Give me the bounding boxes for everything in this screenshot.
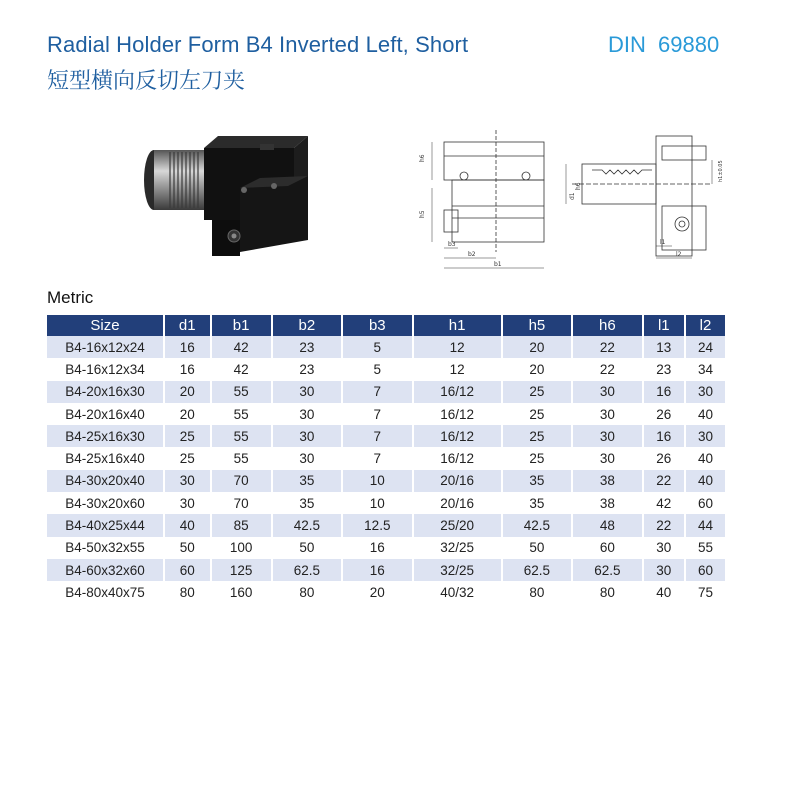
table-row [47, 447, 725, 469]
product-image [140, 128, 320, 268]
table-cell-h1: 20/16 [413, 470, 502, 492]
table-cell-h1: 32/25 [413, 537, 502, 559]
table-cell-size: B4-40x25x44 [47, 514, 164, 536]
table-cell-l1: 26 [643, 447, 685, 469]
table-cell-b3: 10 [342, 470, 412, 492]
section-label-metric: Metric [47, 288, 94, 307]
table-cell-l2: 30 [685, 381, 725, 403]
column-header-h5: h5 [502, 315, 572, 336]
table-cell-b3: 16 [342, 559, 412, 581]
table-cell-b2: 80 [272, 581, 342, 603]
table-cell-b3: 20 [342, 581, 412, 603]
table-cell-b1: 55 [211, 425, 272, 447]
table-cell-b1: 160 [211, 581, 272, 603]
table-cell-h5: 62.5 [502, 559, 572, 581]
table-cell-b3: 5 [342, 358, 412, 380]
table-cell-b3: 7 [342, 447, 412, 469]
column-header-b1: b1 [211, 315, 272, 336]
table-cell-h6: 22 [572, 336, 642, 358]
table-cell-h5: 42.5 [502, 514, 572, 536]
table-row [47, 514, 725, 536]
table-cell-b1: 125 [211, 559, 272, 581]
table-cell-h5: 25 [502, 403, 572, 425]
table-cell-h6: 30 [572, 425, 642, 447]
table-cell-b1: 100 [211, 537, 272, 559]
table-cell-b3: 12.5 [342, 514, 412, 536]
table-cell-b1: 70 [211, 492, 272, 514]
table-row [47, 559, 725, 581]
table-cell-h1: 16/12 [413, 425, 502, 447]
column-header-l2: l2 [685, 315, 725, 336]
table-cell-h6: 38 [572, 470, 642, 492]
table-cell-b2: 30 [272, 447, 342, 469]
table-header-row [47, 315, 725, 336]
table-cell-l2: 40 [685, 403, 725, 425]
table-cell-h6: 30 [572, 381, 642, 403]
dim-label-b1: b1 [494, 261, 502, 268]
table-cell-b2: 35 [272, 470, 342, 492]
dim-label-b3: b3 [448, 241, 456, 248]
table-cell-l2: 44 [685, 514, 725, 536]
table-cell-l2: 34 [685, 358, 725, 380]
table-cell-h6: 38 [572, 492, 642, 514]
column-header-b2: b2 [272, 315, 342, 336]
table-cell-d1: 20 [164, 381, 211, 403]
table-cell-b3: 7 [342, 381, 412, 403]
table-cell-b3: 5 [342, 336, 412, 358]
column-header-h1: h1 [413, 315, 502, 336]
dim-label-h5: h5 [419, 210, 426, 218]
table-cell-d1: 30 [164, 470, 211, 492]
table-cell-b2: 42.5 [272, 514, 342, 536]
table-cell-l2: 24 [685, 336, 725, 358]
table-cell-h1: 20/16 [413, 492, 502, 514]
table-cell-b2: 23 [272, 358, 342, 380]
table-cell-l2: 40 [685, 470, 725, 492]
table-cell-d1: 50 [164, 537, 211, 559]
table-cell-d1: 16 [164, 336, 211, 358]
table-cell-h6: 30 [572, 447, 642, 469]
table-cell-h6: 80 [572, 581, 642, 603]
table-row [47, 581, 725, 603]
table-cell-l1: 30 [643, 559, 685, 581]
table-row [47, 358, 725, 380]
table-cell-h6: 48 [572, 514, 642, 536]
table-cell-h5: 25 [502, 381, 572, 403]
column-header-size: Size [47, 315, 164, 336]
table-cell-l2: 75 [685, 581, 725, 603]
table-cell-l1: 16 [643, 381, 685, 403]
column-header-l1: l1 [643, 315, 685, 336]
table-cell-size: B4-30x20x40 [47, 470, 164, 492]
table-cell-l1: 40 [643, 581, 685, 603]
table-cell-size: B4-30x20x60 [47, 492, 164, 514]
din-standard-label: DIN 69880 [608, 32, 720, 57]
dim-label-l1: l1 [660, 239, 666, 246]
table-cell-b2: 62.5 [272, 559, 342, 581]
dimensions-table [47, 315, 725, 604]
table-cell-b2: 30 [272, 381, 342, 403]
table-cell-h1: 16/12 [413, 381, 502, 403]
table-row [47, 470, 725, 492]
dim-label-h1: h1±0.05 [718, 160, 724, 182]
table-cell-l1: 22 [643, 514, 685, 536]
table-cell-d1: 80 [164, 581, 211, 603]
table-cell-size: B4-20x16x30 [47, 381, 164, 403]
table-cell-l1: 26 [643, 403, 685, 425]
technical-drawing-front [418, 126, 558, 276]
table-cell-h5: 80 [502, 581, 572, 603]
table-cell-size: B4-25x16x30 [47, 425, 164, 447]
table-cell-d1: 25 [164, 425, 211, 447]
table-cell-h5: 50 [502, 537, 572, 559]
table-cell-b1: 55 [211, 403, 272, 425]
table-cell-b3: 16 [342, 537, 412, 559]
table-cell-l2: 55 [685, 537, 725, 559]
table-cell-h1: 40/32 [413, 581, 502, 603]
column-header-h6: h6 [572, 315, 642, 336]
table-cell-h5: 20 [502, 336, 572, 358]
table-cell-b2: 30 [272, 425, 342, 447]
table-cell-size: B4-25x16x40 [47, 447, 164, 469]
technical-drawing-side [562, 126, 727, 276]
table-cell-h5: 35 [502, 470, 572, 492]
table-cell-h1: 25/20 [413, 514, 502, 536]
column-header-d1: d1 [164, 315, 211, 336]
dim-label-l2: l2 [676, 251, 682, 258]
table-cell-b3: 7 [342, 425, 412, 447]
table-cell-l2: 30 [685, 425, 725, 447]
table-cell-h1: 16/12 [413, 447, 502, 469]
table-cell-l2: 60 [685, 492, 725, 514]
table-cell-d1: 20 [164, 403, 211, 425]
table-cell-h6: 60 [572, 537, 642, 559]
table-row [47, 403, 725, 425]
table-cell-b1: 70 [211, 470, 272, 492]
page-title-chinese: 短型横向反切左刀夹 [47, 69, 246, 94]
dim-label-b2: b2 [468, 251, 476, 258]
dim-label-h6-side: h6 [575, 182, 582, 190]
table-cell-h1: 12 [413, 336, 502, 358]
table-cell-l1: 23 [643, 358, 685, 380]
table-cell-b2: 35 [272, 492, 342, 514]
table-cell-l1: 13 [643, 336, 685, 358]
table-cell-l1: 42 [643, 492, 685, 514]
table-cell-d1: 40 [164, 514, 211, 536]
table-cell-size: B4-60x32x60 [47, 559, 164, 581]
table-cell-l2: 40 [685, 447, 725, 469]
table-cell-h5: 25 [502, 447, 572, 469]
table-cell-b3: 10 [342, 492, 412, 514]
table-cell-h1: 32/25 [413, 559, 502, 581]
table-cell-h5: 20 [502, 358, 572, 380]
table-cell-b1: 42 [211, 358, 272, 380]
table-cell-h6: 30 [572, 403, 642, 425]
table-cell-d1: 16 [164, 358, 211, 380]
table-cell-h1: 12 [413, 358, 502, 380]
table-cell-l1: 22 [643, 470, 685, 492]
table-cell-l1: 30 [643, 537, 685, 559]
table-cell-l2: 60 [685, 559, 725, 581]
table-cell-b1: 85 [211, 514, 272, 536]
table-cell-h6: 62.5 [572, 559, 642, 581]
table-row [47, 336, 725, 358]
table-cell-size: B4-16x12x34 [47, 358, 164, 380]
table-cell-b2: 23 [272, 336, 342, 358]
table-row [47, 381, 725, 403]
table-row [47, 537, 725, 559]
table-cell-b1: 55 [211, 381, 272, 403]
table-cell-d1: 60 [164, 559, 211, 581]
page-title: Radial Holder Form B4 Inverted Left, Short [47, 32, 469, 57]
table-cell-b1: 55 [211, 447, 272, 469]
table-cell-h1: 16/12 [413, 403, 502, 425]
table-cell-l1: 16 [643, 425, 685, 447]
table-cell-b2: 50 [272, 537, 342, 559]
table-cell-b1: 42 [211, 336, 272, 358]
table-cell-size: B4-20x16x40 [47, 403, 164, 425]
table-row [47, 492, 725, 514]
table-cell-size: B4-80x40x75 [47, 581, 164, 603]
dim-label-h6: h6 [419, 154, 426, 162]
table-cell-d1: 25 [164, 447, 211, 469]
table-cell-h6: 22 [572, 358, 642, 380]
table-cell-b3: 7 [342, 403, 412, 425]
dim-label-d1: d1 [569, 192, 576, 200]
column-header-b3: b3 [342, 315, 412, 336]
table-cell-b2: 30 [272, 403, 342, 425]
table-row [47, 425, 725, 447]
table-cell-h5: 25 [502, 425, 572, 447]
table-cell-size: B4-50x32x55 [47, 537, 164, 559]
table-cell-d1: 30 [164, 492, 211, 514]
table-cell-size: B4-16x12x24 [47, 336, 164, 358]
table-cell-h5: 35 [502, 492, 572, 514]
